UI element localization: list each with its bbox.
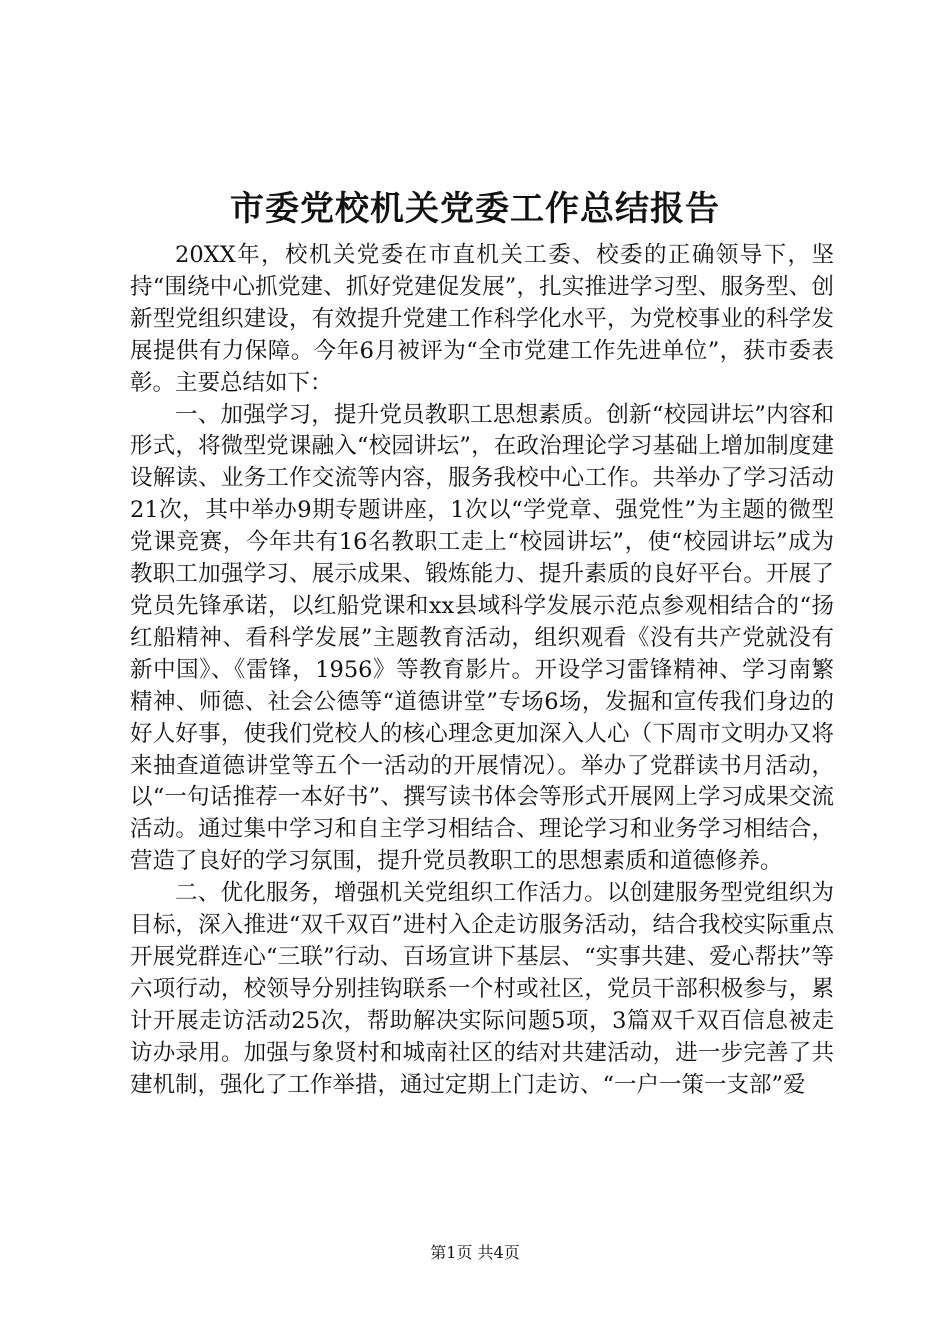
page-number-footer: 第1页 共4页 [430, 1243, 520, 1262]
paragraph-section-1: 一、加强学习，提升党员教职工思想素质。创新“校园讲坛”内容和形式，将微型党课融入“校园讲坛”，在政治理论学习基础上增加制度建设解读、业务工作交流等内容，服务我校中心工作。共举办了学习活动21次，其中举办9期专题讲座，1次以“学党章、强党性”为主题的微型党课竞赛，今年共有16名教职工走上“校园讲坛”，使“校园讲坛”成为教职工加强学习、展示成果、锻炼能力、提升素质的良好平台。开展了党员先锋承诺，以红船党课和xx县域科学发展示范点参观相结合的“扬红船精神、看科学发展”主题教育活动，组织观看《没有共产党就没有新中国》、《雷锋，1956》等教育影片。开设学习雷锋精神、学习南繁精神、师德、社会公德等“道德讲堂”专场6场，发掘和宣传我们身边的好人好事，使我们党校人的核心理念更加深入人心（下周市文明办又将来抽查道德讲堂等五个一活动的开展情况）。举办了党群读书月活动，以“一句话推荐一本好书”、撰写读书体会等形式开展网上学习成果交流活动。通过集中学习和自主学习相结合、理论学习和业务学习相结合，营造了良好的学习氛围，提升党员教职工的思想素质和道德修养。 [130, 401, 834, 875]
paragraph-section-2: 二、优化服务，增强机关党组织工作活力。以创建服务型党组织为目标，深入推进“双千双百”进村入企走访服务活动，结合我校实际重点开展党群连心“三联”行动、百场宣讲下基层、“实事共建、爱心帮扶”等六项行动，校领导分别挂钩联系一个村或社区，党员干部积极参与，累计开展走访活动25次，帮助解决实际问题5项，3篇双千双百信息被走访办录用。加强与象贤村和城南社区的结对共建活动，进一步完善了共建机制，强化了工作举措，通过定期上门走访、“一户一策一支部”爱 [130, 880, 834, 1098]
paragraph-intro: 20XX年，校机关党委在市直机关工委、校委的正确领导下，坚持“围绕中心抓党建、抓好党建促发展”，扎实推进学习型、服务型、创新型党组织建设，有效提升党建工作科学化水平，为党校事业的科学发展提供有力保障。今年6月被评为“全市党建工作先进单位”，获市委表彰。主要总结如下： [130, 242, 834, 396]
document-title: 市委党校机关党委工作总结报告 [230, 189, 720, 229]
document-body [130, 240, 834, 1101]
